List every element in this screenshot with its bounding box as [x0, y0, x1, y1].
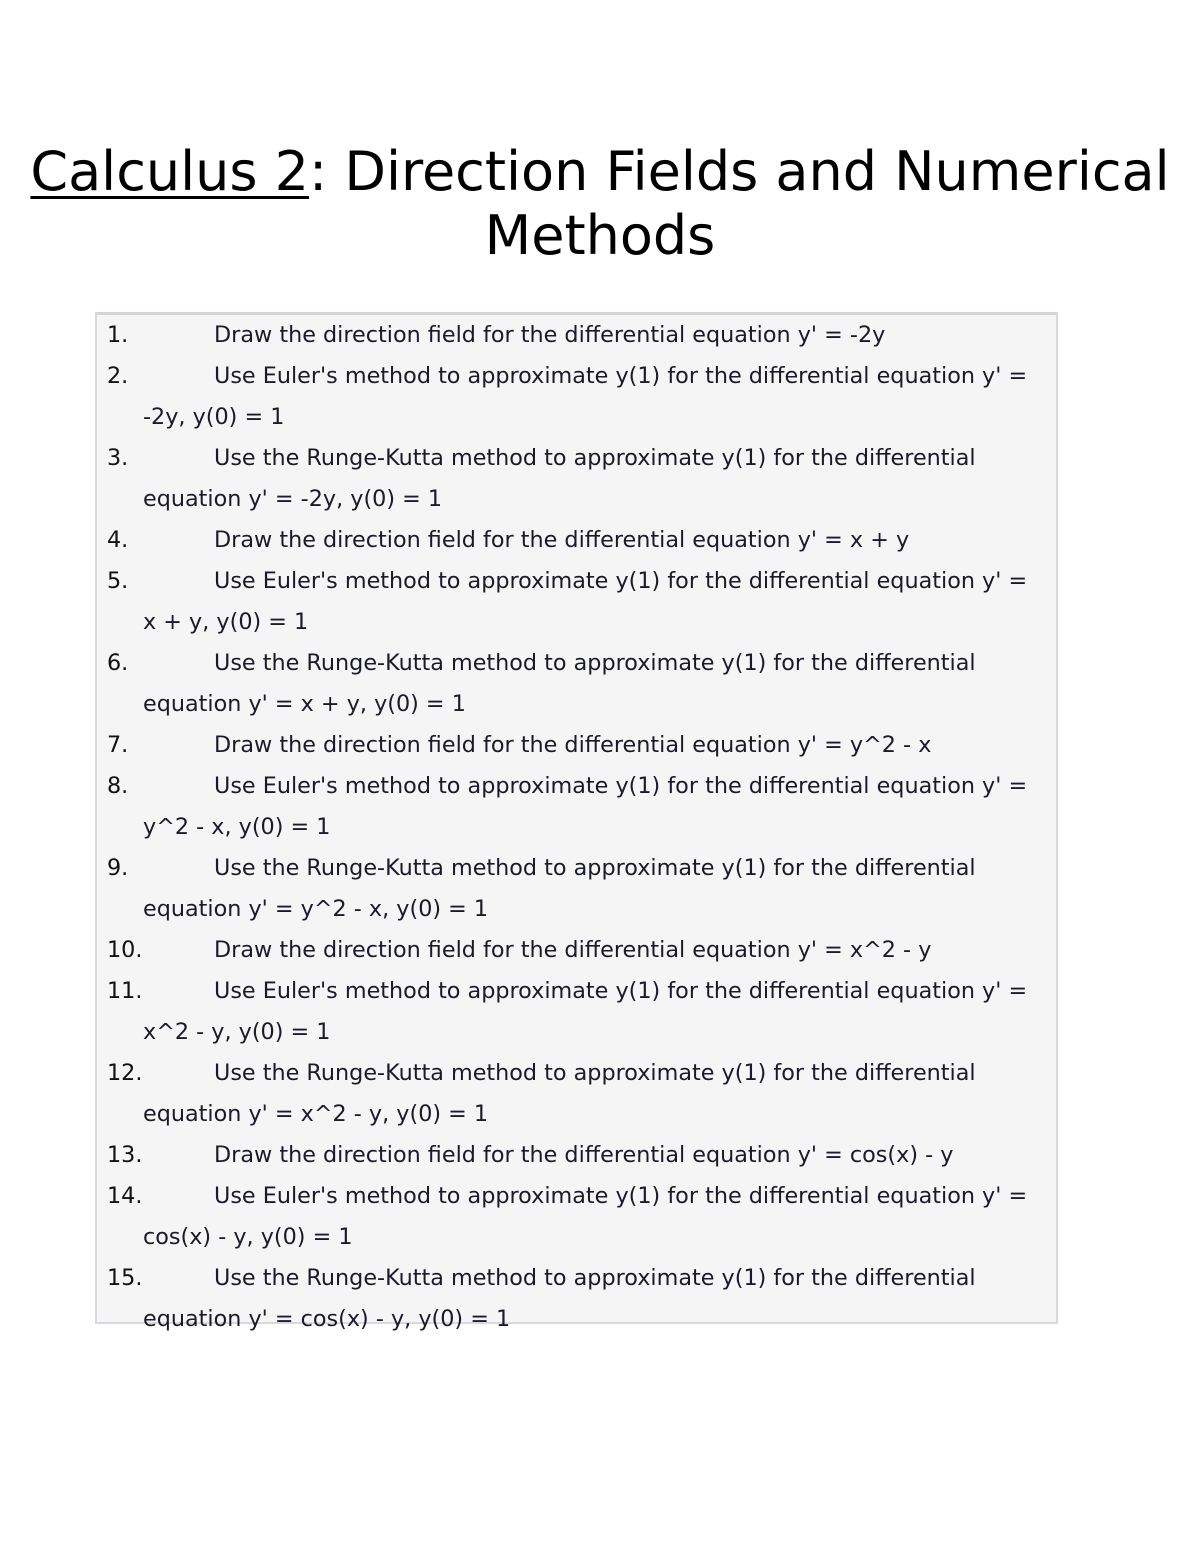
list-item [97, 930, 1056, 971]
list-item-text: Draw the direction field for the differential equation y' = cos(x) - y [214, 1142, 954, 1168]
list-item-text: Use Euler's method to approximate y(1) for the differential equation y' = -2y, y(0) = 1 [143, 363, 1028, 430]
list-item [97, 643, 1056, 725]
list-item-text: Use Euler's method to approximate y(1) for the differential equation y' = x^2 - y, y(0) = 1 [143, 978, 1028, 1045]
list-item [97, 438, 1056, 520]
title-course-name: Calculus 2 [30, 140, 309, 203]
list-item-number: 7. [107, 732, 129, 758]
list-item [97, 520, 1056, 561]
page-title [0, 140, 1200, 268]
list-item-number: 3. [107, 445, 129, 471]
list-item-number: 6. [107, 650, 129, 676]
list-item-text: Use Euler's method to approximate y(1) for the differential equation y' = y^2 - x, y(0) = 1 [143, 773, 1028, 840]
list-item-text: Draw the direction field for the differential equation y' = x + y [214, 527, 910, 553]
list-item-text: Use the Runge-Kutta method to approximate y(1) for the differential equation y' = cos(x) - y, y(0) = 1 [143, 1265, 976, 1332]
list-item-text: Use Euler's method to approximate y(1) for the differential equation y' = cos(x) - y, y(0) = 1 [143, 1183, 1028, 1250]
list-item-number: 2. [107, 363, 129, 389]
problem-list [97, 315, 1056, 1340]
list-item-number: 14. [107, 1183, 143, 1209]
title-topic: : Direction Fields and Numerical Methods [309, 140, 1170, 267]
problem-list-box [95, 312, 1058, 1332]
list-item [97, 561, 1056, 643]
list-item [97, 766, 1056, 848]
list-item [97, 1135, 1056, 1176]
list-item-text: Draw the direction field for the differential equation y' = -2y [214, 322, 886, 348]
list-item-text: Use the Runge-Kutta method to approximate y(1) for the differential equation y' = x^2 - y, y(0) = 1 [143, 1060, 976, 1127]
list-item [97, 1053, 1056, 1135]
list-item [97, 1176, 1056, 1258]
list-item-number: 9. [107, 855, 129, 881]
list-item-number: 13. [107, 1142, 143, 1168]
list-item [97, 1258, 1056, 1340]
list-item-text: Use Euler's method to approximate y(1) for the differential equation y' = x + y, y(0) = 1 [143, 568, 1028, 635]
list-item-number: 4. [107, 527, 129, 553]
list-item-text: Use the Runge-Kutta method to approximate y(1) for the differential equation y' = x + y, y(0) = 1 [143, 650, 976, 717]
list-item-text: Use the Runge-Kutta method to approximate y(1) for the differential equation y' = y^2 - x, y(0) = 1 [143, 855, 976, 922]
list-item [97, 848, 1056, 930]
list-item-number: 8. [107, 773, 129, 799]
list-item-number: 5. [107, 568, 129, 594]
list-item-text: Use the Runge-Kutta method to approximate y(1) for the differential equation y' = -2y, y(0) = 1 [143, 445, 976, 512]
list-item [97, 725, 1056, 766]
list-item-number: 15. [107, 1265, 143, 1291]
list-item [97, 356, 1056, 438]
list-item-text: Draw the direction field for the differential equation y' = y^2 - x [214, 732, 932, 758]
list-item-text: Draw the direction field for the differential equation y' = x^2 - y [214, 937, 932, 963]
list-item-number: 11. [107, 978, 143, 1004]
list-item-number: 12. [107, 1060, 143, 1086]
list-item-number: 1. [107, 322, 129, 348]
list-item [97, 315, 1056, 356]
list-item-number: 10. [107, 937, 143, 963]
list-item [97, 971, 1056, 1053]
